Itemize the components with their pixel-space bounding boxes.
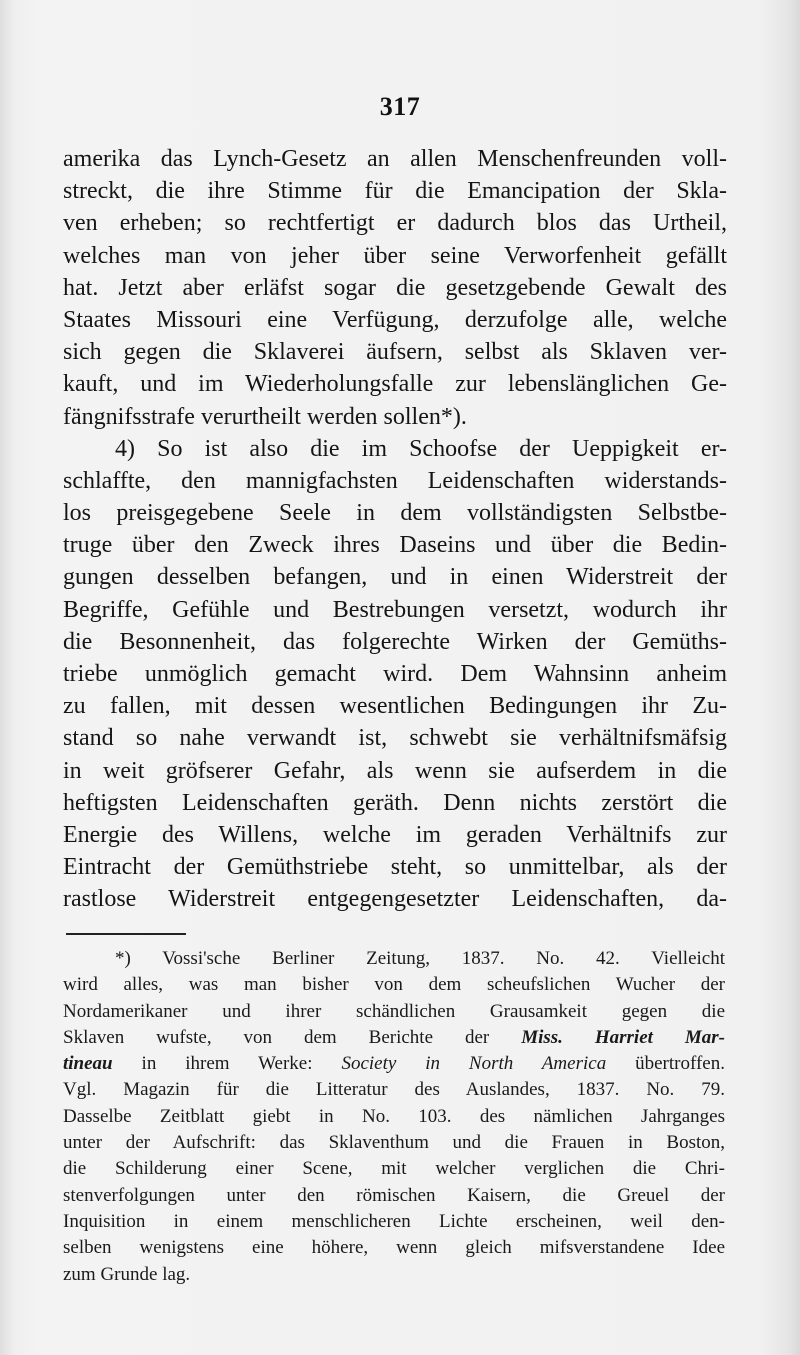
footnote-line: wird alles, was man bisher von dem scheufslichen Wucher der [63, 974, 725, 996]
text-line: die Besonnenheit, das folgerechte Wirken der Gemüths- [63, 628, 727, 655]
footnote-line [63, 1051, 725, 1077]
text-line: ven erheben; so rechtfertigt er dadurch blos das Urtheil, [63, 210, 727, 237]
page-number: 317 [379, 92, 421, 121]
text-line: los preisgegebene Seele in dem vollständigsten Selbstbe- [63, 500, 727, 527]
footnote-line: Inquisition in einem menschlicheren Lichte erscheinen, weil den- [63, 1210, 725, 1232]
text-line: rastlose Widerstreit entgegengesetzter Leidenschaften, da- [63, 886, 727, 913]
author-name: Miss. Harriet Mar- [521, 1026, 725, 1048]
text-line: kauft, und im Wiederholungsfalle zur lebenslänglichen Ge- [63, 371, 727, 398]
text-line: Energie des Willens, welche im geraden Verhältnifs zur [63, 821, 727, 848]
text-line: fängnifsstrafe verurtheilt werden sollen*). [63, 403, 467, 430]
text-line: welches man von jeher über seine Verworfenheit gefällt [63, 242, 727, 269]
footnote-line [63, 1025, 725, 1051]
paragraph-start-line: 4) So ist also die im Schoofse der Ueppigkeit er- [115, 435, 727, 462]
text-line: in weit gröfserer Gefahr, als wenn sie aufserdem in die [63, 757, 727, 784]
footnote-line: *) Vossi'sche Berliner Zeitung, 1837. No. 42. Vielleicht [115, 948, 725, 969]
footnote-line: die Schilderung einer Scene, mit welcher verglichen die Chri- [63, 1158, 725, 1180]
footnote [63, 946, 725, 1288]
footnote-line: stenverfolgungen unter den römischen Kaisern, die Greuel der [63, 1184, 725, 1206]
text-line: Begriffe, Gefühle und Bestrebungen versetzt, wodurch ihr [63, 596, 727, 623]
text-line: Eintracht der Gemüthstriebe steht, so unmittelbar, als der [63, 854, 727, 881]
main-text [63, 143, 727, 916]
text-line: Staates Missouri eine Verfügung, derzufolge alle, welche [63, 306, 727, 333]
footnote-line: Vgl. Magazin für die Litteratur des Auslandes, 1837. No. 79. [63, 1079, 725, 1101]
book-title: Society in North America [341, 1053, 607, 1075]
footnote-separator [66, 933, 186, 935]
footnote-line: unter der Aufschrift: das Sklaventhum und die Frauen in Boston, [63, 1132, 725, 1154]
text-line: hat. Jetzt aber erläfst sogar die gesetzgebende Gewalt des [63, 274, 727, 301]
footnote-line: Dasselbe Zeitblatt giebt in No. 103. des nämlichen Jahrganges [63, 1105, 725, 1127]
text-line: triebe unmöglich gemacht wird. Dem Wahnsinn anheim [63, 661, 727, 687]
footnote-text: übertroffen. [606, 1053, 725, 1075]
text-line: truge über den Zweck ihres Daseins und über die Bedin- [63, 532, 727, 559]
text-line: schlaffte, den mannigfachsten Leidenschaften widerstands- [63, 467, 727, 494]
text-line: stand so nahe verwandt ist, schwebt sie verhältnifsmäfsig [63, 725, 727, 752]
text-line: zu fallen, mit dessen wesentlichen Bedingungen ihr Zu- [63, 693, 727, 720]
author-name-cont: tineau [63, 1053, 113, 1075]
text-line: heftigsten Leidenschaften geräth. Denn nichts zerstört die [63, 789, 727, 816]
text-line: streckt, die ihre Stimme für die Emancipation der Skla- [63, 178, 727, 205]
footnote-text: Sklaven wufste, von dem Berichte der [63, 1026, 522, 1048]
footnote-line: zum Grunde lag. [63, 1263, 191, 1285]
footnote-line: selben wenigstens eine höhere, wenn gleich mifsverstandene Idee [63, 1237, 725, 1259]
footnote-text: in ihrem Werke: [112, 1053, 342, 1075]
text-line: sich gegen die Sklaverei äufsern, selbst als Sklaven ver- [63, 339, 727, 366]
footnote-line: Nordamerikaner und ihrer schändlichen Grausamkeit gegen die [63, 1000, 725, 1022]
text-line: gungen desselben befangen, und in einen Widerstreit der [63, 564, 727, 591]
text-line: amerika das Lynch-Gesetz an allen Menschenfreunden voll- [63, 146, 727, 172]
